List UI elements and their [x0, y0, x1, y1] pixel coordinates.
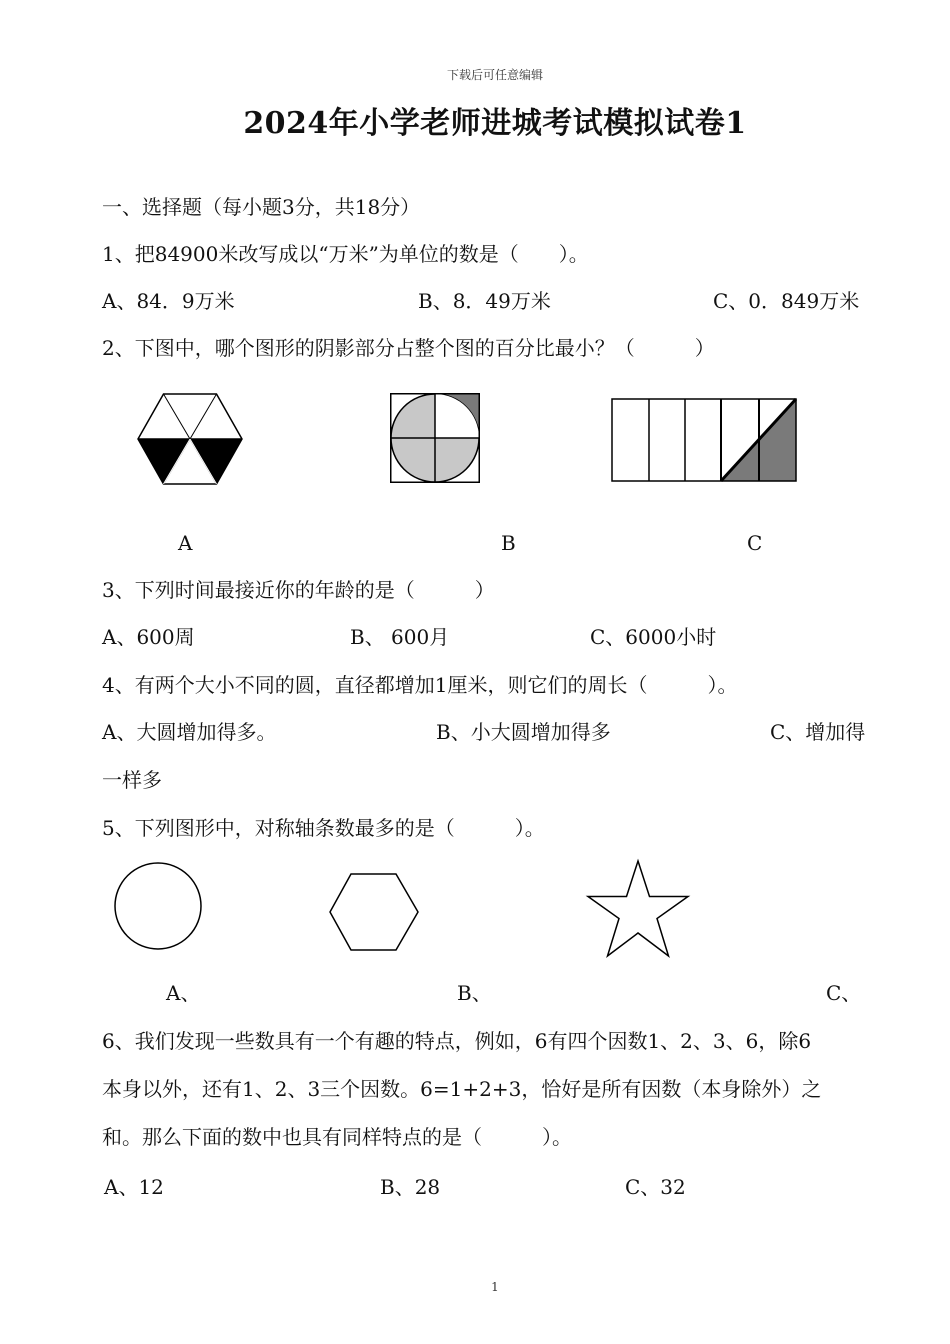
q5-hexagon-figure: [329, 873, 419, 951]
question-6-line-2: 本身以外，还有1、2、3三个因数。6=1+2+3，恰好是所有因数（本身除外）之: [102, 1077, 822, 1101]
question-6-line-3: 和。那么下面的数中也具有同样特点的是（ ）。: [102, 1125, 572, 1149]
question-5: 5、下列图形中，对称轴条数最多的是（ ）。: [102, 816, 545, 840]
q4-option-c-continued: 一样多: [102, 768, 162, 792]
q2-label-c: C: [747, 531, 763, 555]
q2-figure-a-hexagon: [137, 393, 243, 485]
q6-option-b: B、28: [380, 1175, 441, 1199]
q2-label-a: A: [178, 531, 193, 555]
q5-label-a: A、: [166, 981, 201, 1005]
q5-circle-figure: [113, 862, 203, 952]
page-title: 2024年小学老师进城考试模拟试卷1: [243, 106, 747, 141]
q3-option-a: A、600周: [102, 625, 195, 649]
q1-option-a: A、84．9万米: [102, 289, 235, 313]
section-heading: 一、选择题（每小题3分，共18分）: [102, 195, 421, 219]
q4-option-a: A、大圆增加得多。: [102, 720, 277, 744]
q4-option-c: C、增加得: [770, 720, 866, 744]
q4-option-b: B、小大圆增加得多: [436, 720, 611, 744]
question-2: 2、下图中，哪个图形的阴影部分占整个图的百分比最小？（ ）: [102, 336, 715, 360]
q2-label-b: B: [501, 531, 516, 555]
q2-figure-c-strips: [611, 398, 797, 482]
q1-option-b: B、8．49万米: [418, 289, 551, 313]
q6-option-c: C、32: [625, 1175, 686, 1199]
q2-figure-b-circle-square: [390, 393, 480, 483]
q5-label-b: B、: [457, 981, 492, 1005]
q5-label-c: C、: [826, 981, 862, 1005]
question-6-line-1: 6、我们发现一些数具有一个有趣的特点，例如，6有四个因数1、2、3、6，除6: [102, 1029, 812, 1053]
header-note: 下载后可任意编辑: [446, 68, 543, 82]
question-4: 4、有两个大小不同的圆，直径都增加1厘米，则它们的周长（ ）。: [102, 673, 738, 697]
q6-option-a: A、12: [104, 1175, 164, 1199]
q5-star-figure: [586, 860, 690, 958]
page-number: 1: [491, 1280, 499, 1294]
question-3: 3、下列时间最接近你的年龄的是（ ）: [102, 578, 495, 602]
q3-option-b: B、 600月: [350, 625, 450, 649]
q1-option-c: C、0．849万米: [713, 289, 860, 313]
q3-option-c: C、6000小时: [590, 625, 717, 649]
question-1: 1、把84900米改写成以“万米”为单位的数是（ ）。: [102, 242, 589, 266]
